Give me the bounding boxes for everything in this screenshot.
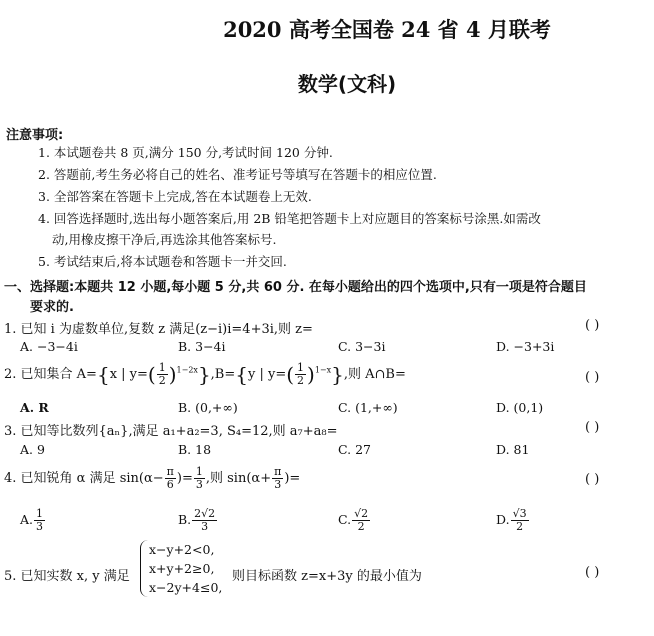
q2-stem bbox=[4, 362, 406, 387]
q4-pi-a: π bbox=[166, 465, 174, 478]
q4-option-d-frac bbox=[511, 508, 529, 533]
q5-ineq-3: x−2y+4≤0, bbox=[149, 580, 223, 595]
notice-header: 注意事项: bbox=[6, 128, 64, 143]
notice-2: 2. 答题前,考生务必将自己的姓名、准考证号等填写在答题卡的相应位置. bbox=[38, 167, 437, 182]
brace-close-icon: } bbox=[197, 362, 211, 387]
q1-answer-paren: ( ) bbox=[585, 318, 600, 333]
q4-option-c-den: 2 bbox=[357, 520, 365, 533]
q4-option-a-num: 1 bbox=[36, 507, 44, 520]
q2-answer-paren: ( ) bbox=[585, 370, 600, 385]
q4-option-d-num: √3 bbox=[512, 507, 527, 520]
q4-option-b-den: 3 bbox=[201, 520, 209, 533]
brace-open-icon: { bbox=[96, 362, 110, 387]
q2-option-b: B. (0,+∞) bbox=[178, 400, 238, 415]
q5-inequality-system bbox=[140, 540, 222, 597]
q2-half-b-den: 2 bbox=[297, 374, 305, 387]
q4-option-b bbox=[178, 508, 218, 533]
q2-set-b: y | y= bbox=[247, 367, 287, 382]
q4-stem bbox=[4, 466, 300, 491]
q2-half-a bbox=[157, 362, 168, 387]
q1-option-a: A. −3−4i bbox=[20, 339, 78, 354]
q2-option-d: D. (0,1) bbox=[496, 400, 544, 415]
q3-option-d: D. 81 bbox=[496, 442, 530, 457]
notice-1: 1. 本试题卷共 8 页,满分 150 分,考试时间 120 分钟. bbox=[38, 145, 333, 160]
q4-option-a-den: 3 bbox=[36, 520, 44, 533]
q2-stem-b: ,B= bbox=[210, 367, 236, 382]
q2-half-b-num: 1 bbox=[297, 361, 305, 374]
q5-ineq-2: x+y+2≥0, bbox=[149, 561, 215, 576]
section-heading-cont: 要求的. bbox=[30, 300, 74, 315]
notice-4-cont: 动,用橡皮擦干净后,再选涂其他答案标号. bbox=[52, 232, 277, 247]
paren-open-icon: ( bbox=[147, 362, 156, 387]
section-heading: 一、选择题:本题共 12 小题,每小题 5 分,共 60 分. 在每小题给出的四个选项中,只有一项是符合题目 bbox=[4, 280, 587, 295]
q2-half-b bbox=[295, 362, 306, 387]
q1-option-c: C. 3−3i bbox=[338, 339, 386, 354]
q4-stem-c: ,则 sin(α+ bbox=[205, 471, 272, 486]
q4-pi-over-3 bbox=[272, 466, 283, 491]
q4-stem-d: )= bbox=[284, 471, 301, 486]
q4-option-c-frac bbox=[352, 508, 370, 533]
q5-stem-b: 则目标函数 z=x+3y 的最小值为 bbox=[232, 569, 422, 584]
q4-option-a-label: A. bbox=[20, 512, 34, 527]
q4-option-a-frac bbox=[34, 508, 45, 533]
q4-option-c-label: C. bbox=[338, 512, 352, 527]
q5-stem-a: 5. 已知实数 x, y 满足 bbox=[4, 569, 130, 584]
q4-one: 1 bbox=[195, 465, 203, 478]
q2-option-a: A. R bbox=[20, 400, 49, 415]
q3-answer-paren: ( ) bbox=[585, 420, 600, 435]
q2-set-a: x | y= bbox=[109, 367, 148, 382]
q5-ineq-1: x−y+2<0, bbox=[149, 542, 215, 557]
q4-option-d-label: D. bbox=[496, 512, 510, 527]
q3-stem: 3. 已知等比数列{aₙ},满足 a₁+a₂=3, S₄=12,则 a₇+a₈= bbox=[4, 424, 338, 439]
q5-answer-paren: ( ) bbox=[585, 565, 600, 580]
notice-4: 4. 回答选择题时,选出每小题答案后,用 2B 铅笔把答题卡上对应题目的答案标号涂黑.如需改 bbox=[38, 211, 541, 226]
q2-stem-c: ,则 A∩B= bbox=[343, 367, 406, 382]
exam-title: 2020 高考全国卷 24 省 4 月联考 bbox=[223, 17, 551, 42]
q3-option-a: A. 9 bbox=[20, 442, 45, 457]
q3-option-b: B. 18 bbox=[178, 442, 212, 457]
paren-open-icon: ( bbox=[286, 362, 295, 387]
q1-option-d: D. −3+3i bbox=[496, 339, 555, 354]
q2-option-c: C. (1,+∞) bbox=[338, 400, 398, 415]
paren-close-icon: ) bbox=[307, 362, 315, 387]
q4-option-c-num: √2 bbox=[354, 507, 369, 520]
q4-stem-a: 4. 已知锐角 α 满足 sin(α− bbox=[4, 471, 164, 486]
q4-option-b-num: 2√2 bbox=[194, 507, 216, 520]
q2-exp-a: 1−2x bbox=[176, 365, 198, 375]
notice-5: 5. 考试结束后,将本试题卷和答题卡一并交回. bbox=[38, 254, 287, 269]
q4-one-third bbox=[194, 466, 205, 491]
q4-option-d-den: 2 bbox=[516, 520, 524, 533]
q2-half-a-den: 2 bbox=[158, 374, 166, 387]
paren-close-icon: ) bbox=[168, 362, 177, 387]
q4-stem-b: )= bbox=[176, 471, 193, 486]
q4-option-a bbox=[20, 508, 46, 533]
q4-pi-over-6 bbox=[165, 466, 176, 491]
brace-open-icon: { bbox=[235, 362, 248, 387]
q2-half-a-num: 1 bbox=[158, 361, 166, 374]
q4-three-b: 3 bbox=[274, 478, 282, 491]
q4-option-b-label: B. bbox=[178, 512, 192, 527]
q4-option-b-frac bbox=[192, 508, 217, 533]
q4-pi-b: π bbox=[274, 465, 282, 478]
q4-six: 6 bbox=[166, 478, 174, 491]
q2-exp-b: 1−x bbox=[314, 365, 332, 375]
q4-three-a: 3 bbox=[195, 478, 203, 491]
q3-option-c: C. 27 bbox=[338, 442, 371, 457]
notice-3: 3. 全部答案在答题卡上完成,答在本试题卷上无效. bbox=[38, 189, 312, 204]
q4-option-c bbox=[338, 508, 371, 533]
exam-subtitle: 数学(文科) bbox=[297, 72, 397, 96]
q4-answer-paren: ( ) bbox=[585, 472, 600, 487]
q2-stem-a: 2. 已知集合 A= bbox=[4, 367, 97, 382]
q1-option-b: B. 3−4i bbox=[178, 339, 226, 354]
q1-stem: 1. 已知 i 为虚数单位,复数 z 满足(z−i)i=4+3i,则 z= bbox=[4, 322, 313, 337]
q4-option-d bbox=[496, 508, 530, 533]
brace-close-icon: } bbox=[331, 362, 344, 387]
